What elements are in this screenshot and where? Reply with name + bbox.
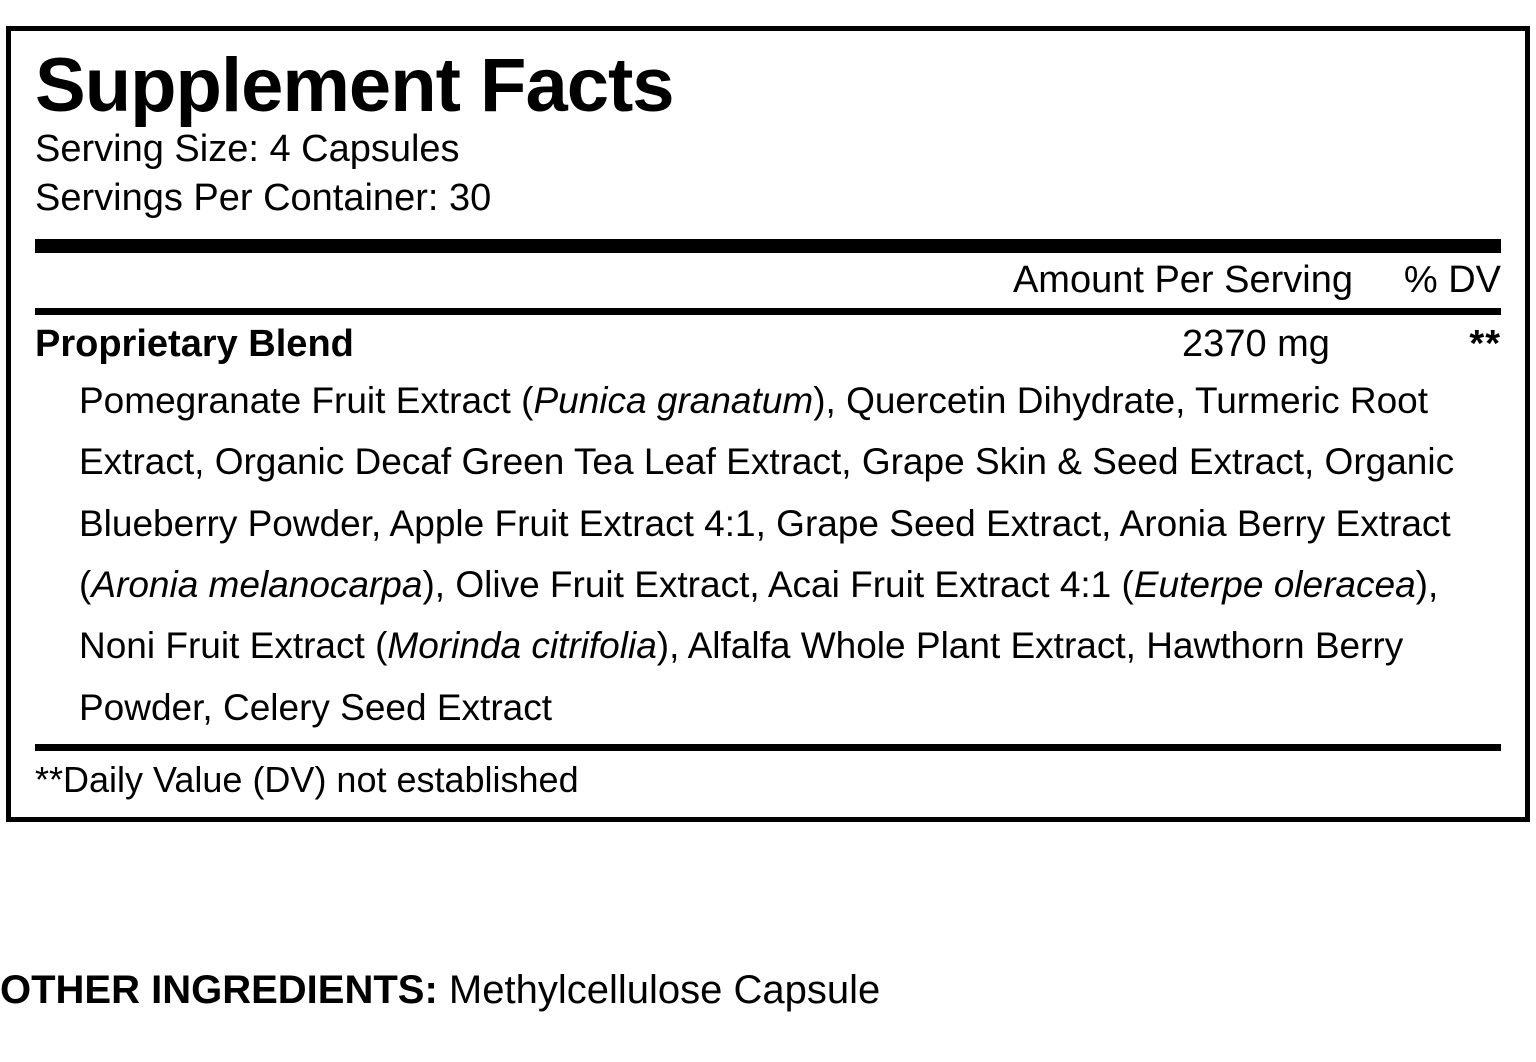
blend-name: Proprietary Blend (35, 322, 354, 365)
divider-above-footnote (35, 744, 1501, 751)
serving-size-text: Serving Size: 4 Capsules (35, 128, 460, 171)
daily-value-footnote: **Daily Value (DV) not established (35, 759, 579, 801)
blend-amount: 2370 mg (1182, 322, 1330, 365)
table-column-headers (35, 253, 1501, 308)
divider-thick-top (35, 239, 1501, 253)
percent-dv-header: % DV (1403, 258, 1501, 301)
other-ingredients-value: Methylcellulose Capsule (448, 968, 881, 1012)
panel-title: Supplement Facts (35, 43, 674, 128)
amount-per-serving-header: Amount Per Serving (1012, 258, 1353, 301)
table-row (35, 315, 1501, 368)
divider-under-headers (35, 308, 1501, 315)
servings-per-container-text: Servings Per Container: 30 (35, 177, 492, 220)
blend-ingredient-list: Pomegranate Fruit Extract (Punica granatum), Quercetin Dihydrate, Turmeric Root Extract, Organic Decaf Green Tea Leaf Extract, Grape Skin & Seed Extract, Organic Blueberry Powder, Apple Fruit Extract 4:1, Grape Seed Extract, Aronia Berry Extract (Aronia melanocarpa), Olive Fruit Extract, Acai Fruit Extract 4:1 (Euterpe oleracea), Noni Fruit Extract (Morinda citrifolia), Alfalfa Whole Plant Extract, Hawthorn Berry Powder, Celery Seed Extract (79, 379, 1455, 728)
other-ingredients-label: OTHER INGREDIENTS: (0, 968, 438, 1012)
blend-daily-value: ** (1469, 322, 1501, 365)
supplement-facts-panel (6, 26, 1530, 822)
other-ingredients-line (0, 968, 1536, 1013)
